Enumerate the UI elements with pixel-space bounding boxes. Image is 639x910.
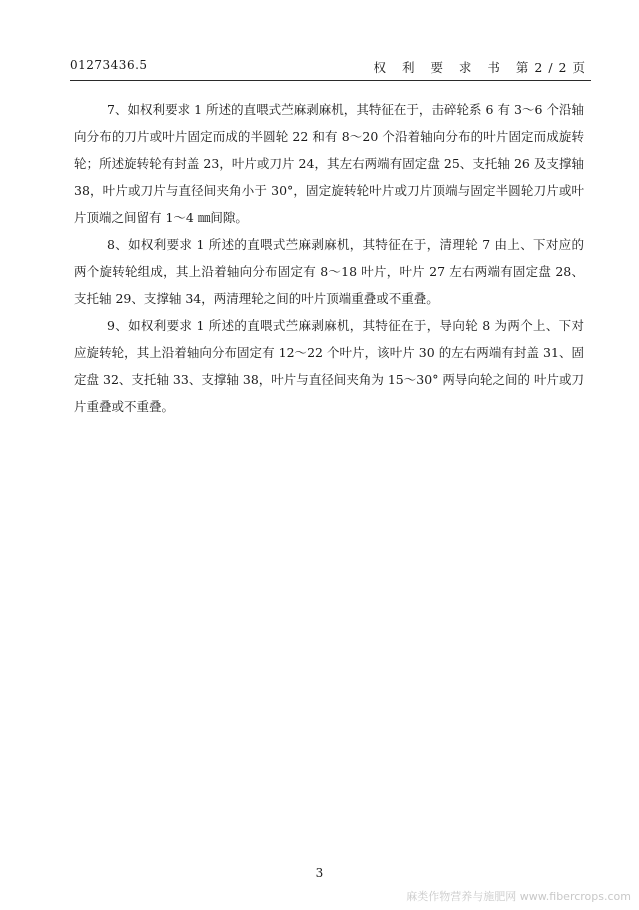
claim-8: 8、如权利要求 1 所述的直喂式苎麻剥麻机，其特征在于，清理轮 7 由上、下对应的两个旋转轮组成，其上沿着轴向分布固定有 8～18 叶片，叶片 27 左右两端有固定盘 28、支托轴 29、支撑轴 34，两清理轮之间的叶片顶端重叠或不重叠。: [74, 237, 584, 306]
claim-7: 7、如权利要求 1 所述的直喂式苎麻剥麻机，其特征在于，击碎轮系 6 有 3～6 个沿轴向分布的刀片或叶片固定而成的半圆轮 22 和有 8～20 个沿着轴向分布的叶片固定而成旋转轮；所述旋转轮有封盖 23，叶片或刀片 24，其左右两端有固定盘 25、支托轴 26 及支撑轴 38，叶片或刀片与直径间夹角小于 30°，固定旋转轮叶片或刀片顶端与固定半圆轮刀片或叶片顶端之间留有 1～4 ㎜间隙。: [74, 102, 584, 225]
page-header: [70, 56, 591, 81]
page-number: 3: [315, 866, 324, 880]
application-number: 01273436.5: [70, 58, 148, 72]
watermark: 麻类作物营养与施肥网 www.fibercrops.com: [406, 890, 631, 903]
claim-9: 9、如权利要求 1 所述的直喂式苎麻剥麻机，其特征在于，导向轮 8 为两个上、下对应旋转轮，其上沿着轴向分布固定有 12～22 个叶片，该叶片 30 的左右两端有封盖 31、固定盘 32、支托轴 33、支撑轴 38，叶片与直径间夹角为 15～30° 两导向轮之间的 叶片或刀片重叠或不重叠。: [74, 318, 584, 414]
claims-body: [74, 96, 584, 420]
header-title: 权 利 要 求 书 第2/2页: [373, 60, 591, 75]
